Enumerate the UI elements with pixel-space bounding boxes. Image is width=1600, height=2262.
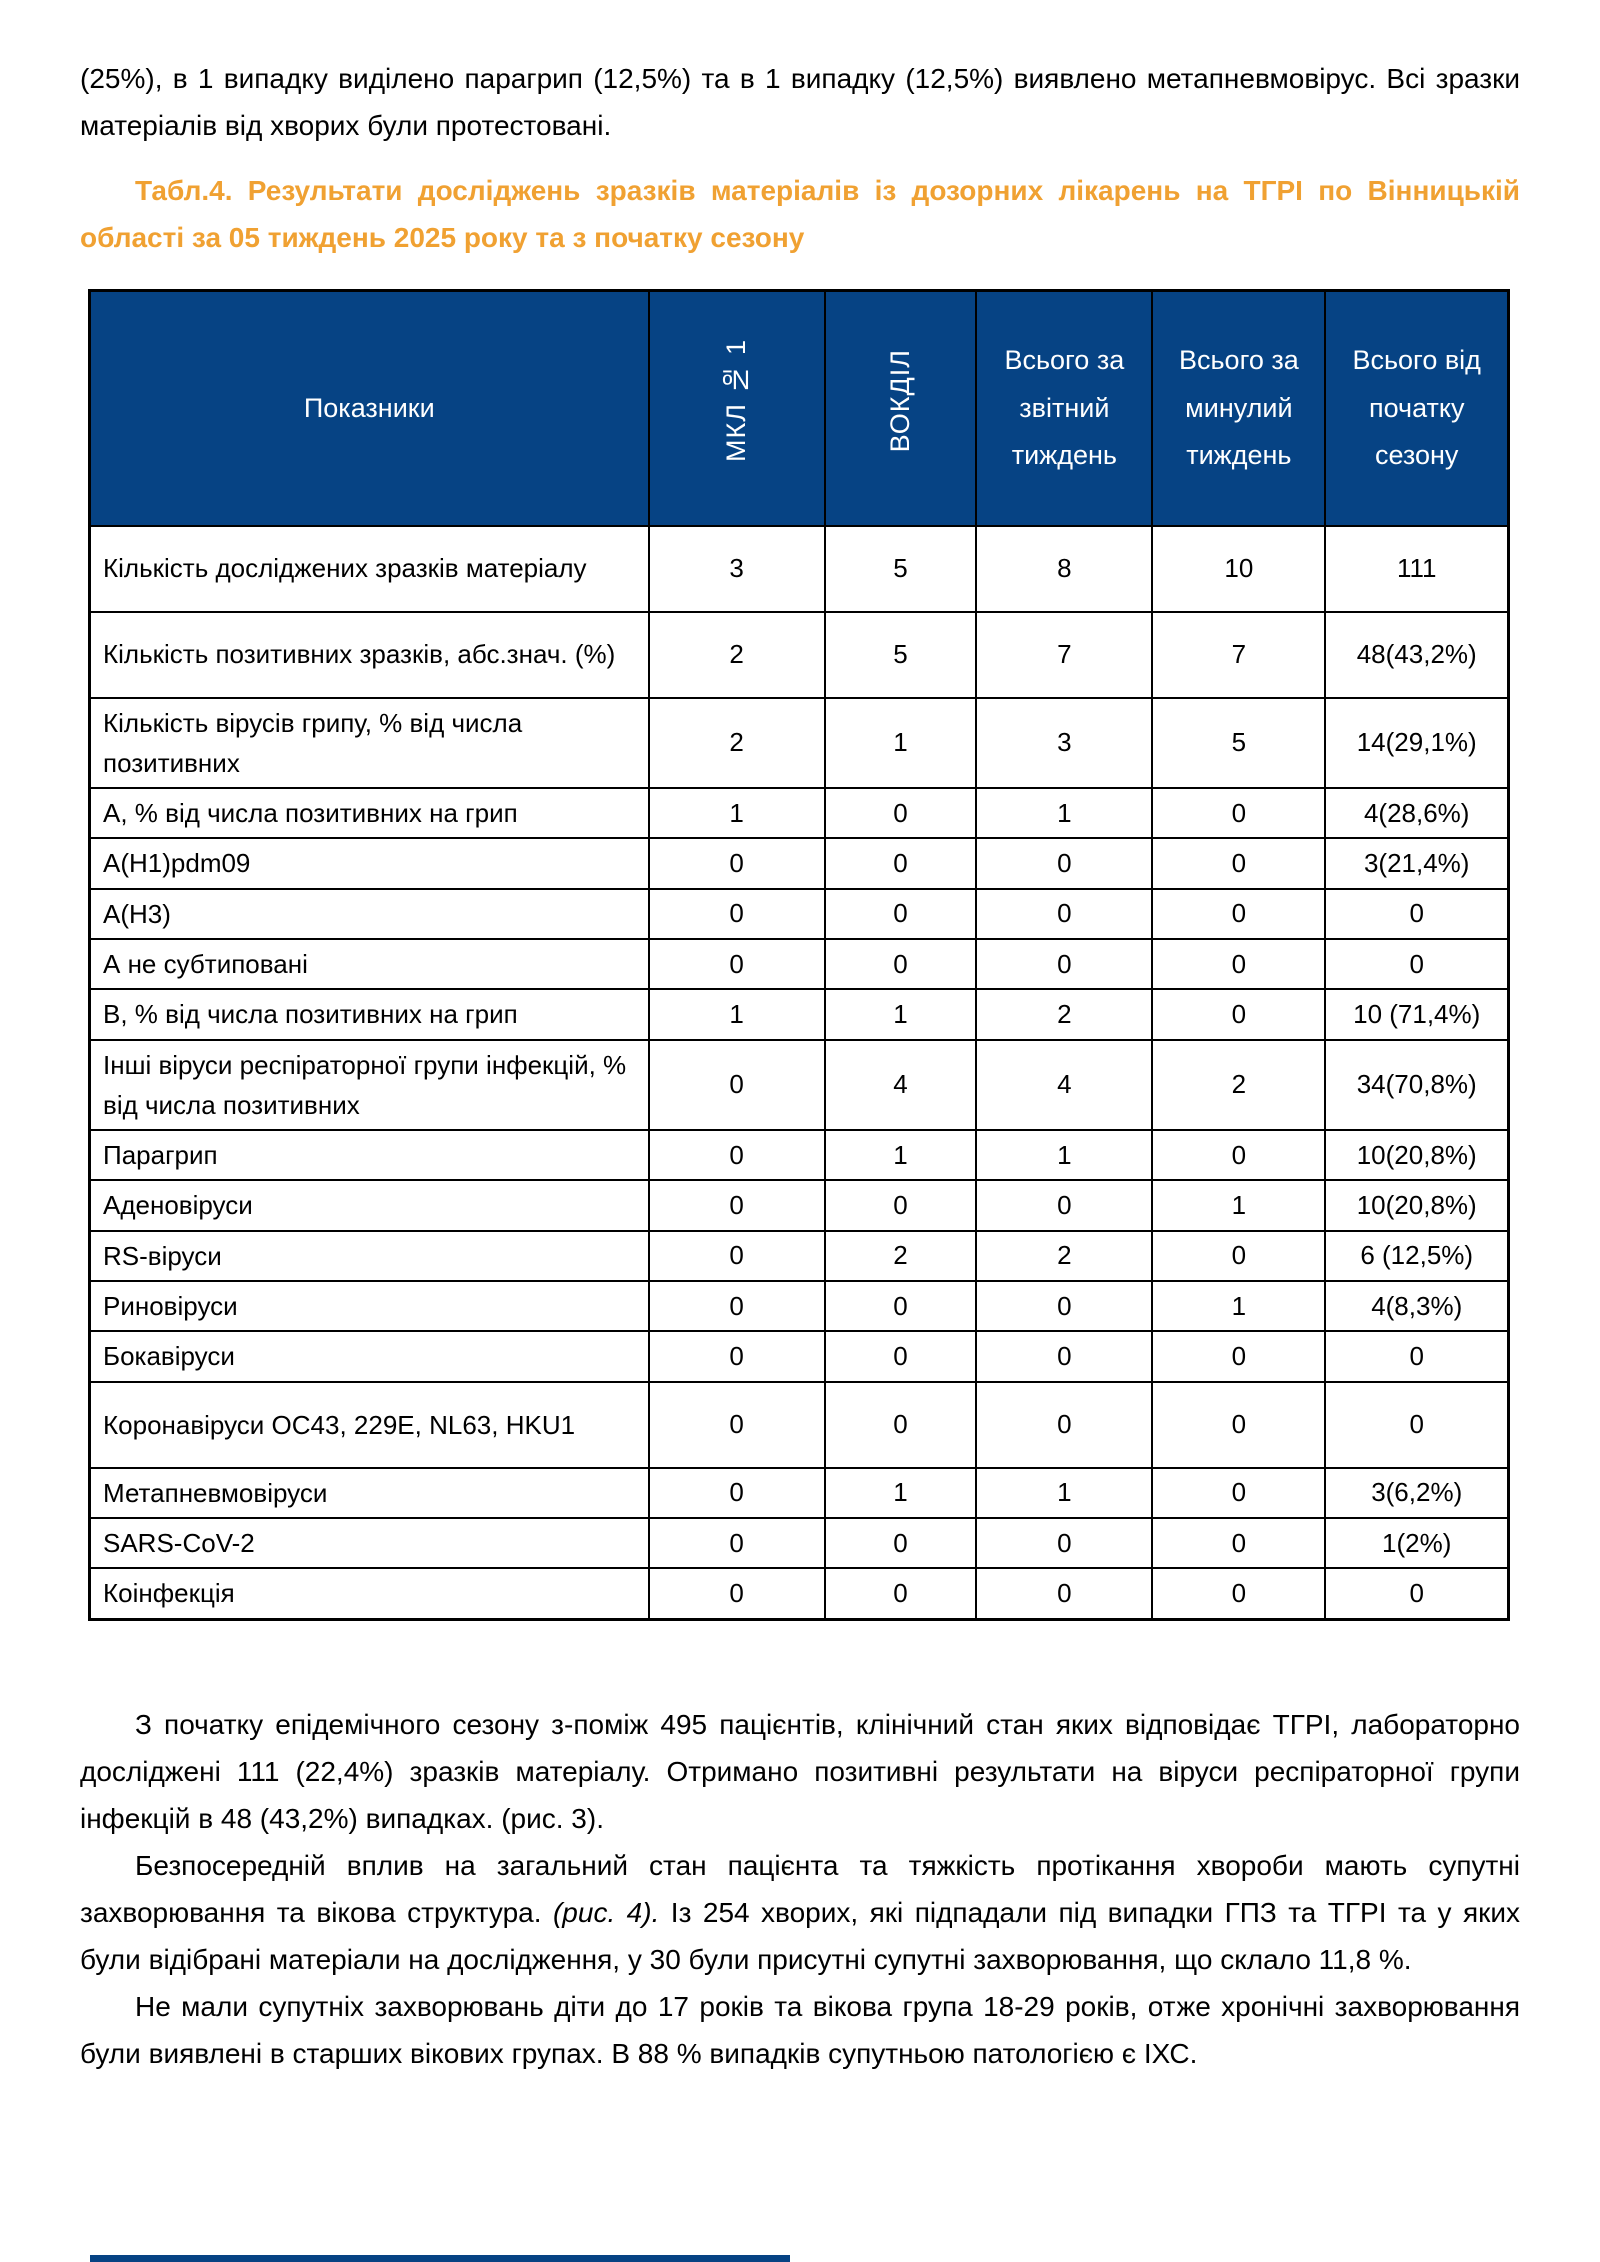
row-value: 0 xyxy=(1325,1568,1508,1619)
row-label: Інші віруси респіраторної групи інфекцій, % від числа позитивних xyxy=(90,1040,649,1131)
row-value: 1 xyxy=(649,788,825,838)
row-value: 14(29,1%) xyxy=(1325,698,1508,789)
row-value: 0 xyxy=(976,939,1152,989)
row-value: 0 xyxy=(1325,889,1508,939)
row-label: A(H3) xyxy=(90,889,649,939)
row-value: 0 xyxy=(649,889,825,939)
table-row xyxy=(90,1231,1509,1281)
col-header-total-season: Всього від початку сезону xyxy=(1325,291,1508,526)
row-value: 2 xyxy=(976,989,1152,1039)
row-value: 3(6,2%) xyxy=(1325,1468,1508,1518)
row-value: 0 xyxy=(976,1518,1152,1568)
table-row xyxy=(90,989,1509,1039)
row-value: 6 (12,5%) xyxy=(1325,1231,1508,1281)
row-value: 0 xyxy=(649,1040,825,1131)
row-value: 10 xyxy=(1152,526,1325,612)
row-value: 0 xyxy=(825,1568,977,1619)
col-header-total-prev-week: Всього за минулий тиждень xyxy=(1152,291,1325,526)
row-value: 111 xyxy=(1325,526,1508,612)
row-label: Бокавіруси xyxy=(90,1331,649,1381)
table-row xyxy=(90,1382,1509,1468)
row-label: Кількість вірусів грипу, % від числа позитивних xyxy=(90,698,649,789)
row-value: 0 xyxy=(1325,1331,1508,1381)
row-value: 1 xyxy=(976,788,1152,838)
row-value: 0 xyxy=(1152,1382,1325,1468)
row-value: 2 xyxy=(1152,1040,1325,1131)
row-label: Метапневмовіруси xyxy=(90,1468,649,1518)
row-value: 8 xyxy=(976,526,1152,612)
row-value: 0 xyxy=(825,1180,977,1230)
row-value: 0 xyxy=(649,1568,825,1619)
row-value: 0 xyxy=(825,1518,977,1568)
row-value: 0 xyxy=(976,1281,1152,1331)
table-row xyxy=(90,939,1509,989)
table-caption: Табл.4. Результати досліджень зразків матеріалів із дозорних лікарень на ТГРІ по Вінницькій області за 05 тиждень 2025 року та з початку сезону xyxy=(80,175,1520,253)
table-row xyxy=(90,526,1509,612)
row-value: 0 xyxy=(825,889,977,939)
row-value: 2 xyxy=(825,1231,977,1281)
row-label: Аденовіруси xyxy=(90,1180,649,1230)
row-label: SARS-CoV-2 xyxy=(90,1518,649,1568)
row-value: 0 xyxy=(649,1518,825,1568)
row-value: 5 xyxy=(825,526,977,612)
row-value: 0 xyxy=(1152,1130,1325,1180)
row-label: Парагрип xyxy=(90,1130,649,1180)
row-value: 0 xyxy=(1152,1331,1325,1381)
col-header-vokdil-label: ВОКДІЛ xyxy=(884,348,915,453)
paragraph-comorbidity-part2: Із 254 хворих, які підпадали під випадки ГПЗ та ТГРІ та у яких були відібрані матеріали на дослідження, у 30 були присутні супутні захворювання, що склало 11,8 %. xyxy=(80,1896,1520,1975)
row-value: 4 xyxy=(976,1040,1152,1131)
row-value: 0 xyxy=(1152,1568,1325,1619)
row-label: А, % від числа позитивних на грип xyxy=(90,788,649,838)
row-value: 1 xyxy=(825,989,977,1039)
row-value: 0 xyxy=(649,939,825,989)
next-page-table-edge xyxy=(90,2255,790,2262)
row-value: 0 xyxy=(976,1331,1152,1381)
row-value: 3(21,4%) xyxy=(1325,838,1508,888)
col-header-mkl1 xyxy=(649,291,825,526)
row-value: 0 xyxy=(1152,889,1325,939)
row-value: 0 xyxy=(1152,1518,1325,1568)
row-value: 0 xyxy=(825,838,977,888)
row-value: 7 xyxy=(976,612,1152,698)
row-value: 0 xyxy=(825,1331,977,1381)
table-row xyxy=(90,698,1509,789)
row-value: 0 xyxy=(1152,788,1325,838)
table-row xyxy=(90,1518,1509,1568)
row-label: В, % від числа позитивних на грип xyxy=(90,989,649,1039)
row-value: 0 xyxy=(976,1180,1152,1230)
col-header-indicators: Показники xyxy=(90,291,649,526)
table-row xyxy=(90,1468,1509,1518)
row-label: Коінфекція xyxy=(90,1568,649,1619)
row-value: 0 xyxy=(1152,1468,1325,1518)
row-value: 0 xyxy=(649,1382,825,1468)
row-value: 1 xyxy=(1152,1180,1325,1230)
row-value: 3 xyxy=(976,698,1152,789)
table-row xyxy=(90,889,1509,939)
row-label: Кількість досліджених зразків матеріалу xyxy=(90,526,649,612)
row-value: 0 xyxy=(825,1382,977,1468)
figure-4-reference: (рис. 4). xyxy=(552,1896,660,1928)
table-row xyxy=(90,838,1509,888)
row-value: 0 xyxy=(649,1130,825,1180)
row-value: 1 xyxy=(825,1130,977,1180)
row-value: 1 xyxy=(1152,1281,1325,1331)
col-header-total-report-week: Всього за звітний тиждень xyxy=(976,291,1152,526)
paragraph-comorbidity xyxy=(80,1842,1520,1983)
row-value: 0 xyxy=(649,1180,825,1230)
row-value: 0 xyxy=(649,1468,825,1518)
row-value: 0 xyxy=(649,1281,825,1331)
row-label: RS-віруси xyxy=(90,1231,649,1281)
results-table-header xyxy=(90,291,1509,526)
row-value: 10(20,8%) xyxy=(1325,1180,1508,1230)
table-row xyxy=(90,1281,1509,1331)
row-value: 0 xyxy=(976,889,1152,939)
row-value: 1 xyxy=(976,1130,1152,1180)
table-row xyxy=(90,1331,1509,1381)
row-value: 0 xyxy=(1325,939,1508,989)
results-table-body xyxy=(90,526,1509,1620)
row-value: 0 xyxy=(1152,989,1325,1039)
paragraph-season-summary: З початку епідемічного сезону з-поміж 495 пацієнтів, клінічний стан яких відповідає ТГРІ, лабораторно досліджені 111 (22,4%) зразків матеріалу. Отримано позитивні результати на віруси респіраторної групи інфекцій в 48 (43,2%) випадках. (рис. 3). xyxy=(80,1708,1520,1834)
row-value: 10 (71,4%) xyxy=(1325,989,1508,1039)
row-value: 5 xyxy=(825,612,977,698)
row-label: Коронавіруси OC43, 229E, NL63, HKU1 xyxy=(90,1382,649,1468)
row-value: 2 xyxy=(649,698,825,789)
row-value: 3 xyxy=(649,526,825,612)
row-value: 0 xyxy=(1152,838,1325,888)
row-value: 10(20,8%) xyxy=(1325,1130,1508,1180)
table-row xyxy=(90,612,1509,698)
row-value: 0 xyxy=(649,1231,825,1281)
row-value: 1 xyxy=(976,1468,1152,1518)
row-value: 0 xyxy=(825,939,977,989)
row-value: 0 xyxy=(976,1382,1152,1468)
row-value: 2 xyxy=(649,612,825,698)
row-value: 4 xyxy=(825,1040,977,1131)
paragraph-age-groups: Не мали супутніх захворювань діти до 17 років та вікова група 18-29 років, отже хронічні захворювання були виявлені в старших вікових групах. В 88 % випадків супутньою патологією є ІХС. xyxy=(80,1990,1520,2069)
row-value: 0 xyxy=(1152,1231,1325,1281)
row-label: Кількість позитивних зразків, абс.знач. (%) xyxy=(90,612,649,698)
col-header-vokdil xyxy=(825,291,977,526)
row-value: 5 xyxy=(1152,698,1325,789)
row-value: 1 xyxy=(825,698,977,789)
table-row xyxy=(90,1180,1509,1230)
paragraph-comorbidity-part1: Безпосередній вплив на загальний стан пацієнта та тяжкість протікання хвороби мають супутні захворювання та вікова структура. xyxy=(80,1849,1520,1928)
intro-paragraph: (25%), в 1 випадку виділено парагрип (12,5%) та в 1 випадку (12,5%) виявлено метапневмовірус. Всі зразки матеріалів від хворих були протестовані. xyxy=(80,63,1520,141)
row-label: Риновіруси xyxy=(90,1281,649,1331)
row-value: 48(43,2%) xyxy=(1325,612,1508,698)
row-value: 4(8,3%) xyxy=(1325,1281,1508,1331)
table-row xyxy=(90,1040,1509,1131)
row-value: 1(2%) xyxy=(1325,1518,1508,1568)
col-header-mkl1-label: МКЛ № 1 xyxy=(720,339,751,463)
row-value: 0 xyxy=(649,838,825,888)
row-value: 4(28,6%) xyxy=(1325,788,1508,838)
row-value: 0 xyxy=(1325,1382,1508,1468)
row-value: 0 xyxy=(825,788,977,838)
row-value: 1 xyxy=(649,989,825,1039)
results-table xyxy=(88,289,1510,1621)
row-label: A(H1)pdm09 xyxy=(90,838,649,888)
table-row xyxy=(90,1568,1509,1619)
body-text xyxy=(80,1701,1520,2077)
row-value: 0 xyxy=(976,838,1152,888)
row-value: 0 xyxy=(649,1331,825,1381)
table-row xyxy=(90,1130,1509,1180)
row-value: 34(70,8%) xyxy=(1325,1040,1508,1131)
row-value: 2 xyxy=(976,1231,1152,1281)
table-row xyxy=(90,788,1509,838)
row-value: 1 xyxy=(825,1468,977,1518)
row-value: 0 xyxy=(976,1568,1152,1619)
row-value: 0 xyxy=(1152,939,1325,989)
row-value: 0 xyxy=(825,1281,977,1331)
row-label: А не субтиповані xyxy=(90,939,649,989)
row-value: 7 xyxy=(1152,612,1325,698)
